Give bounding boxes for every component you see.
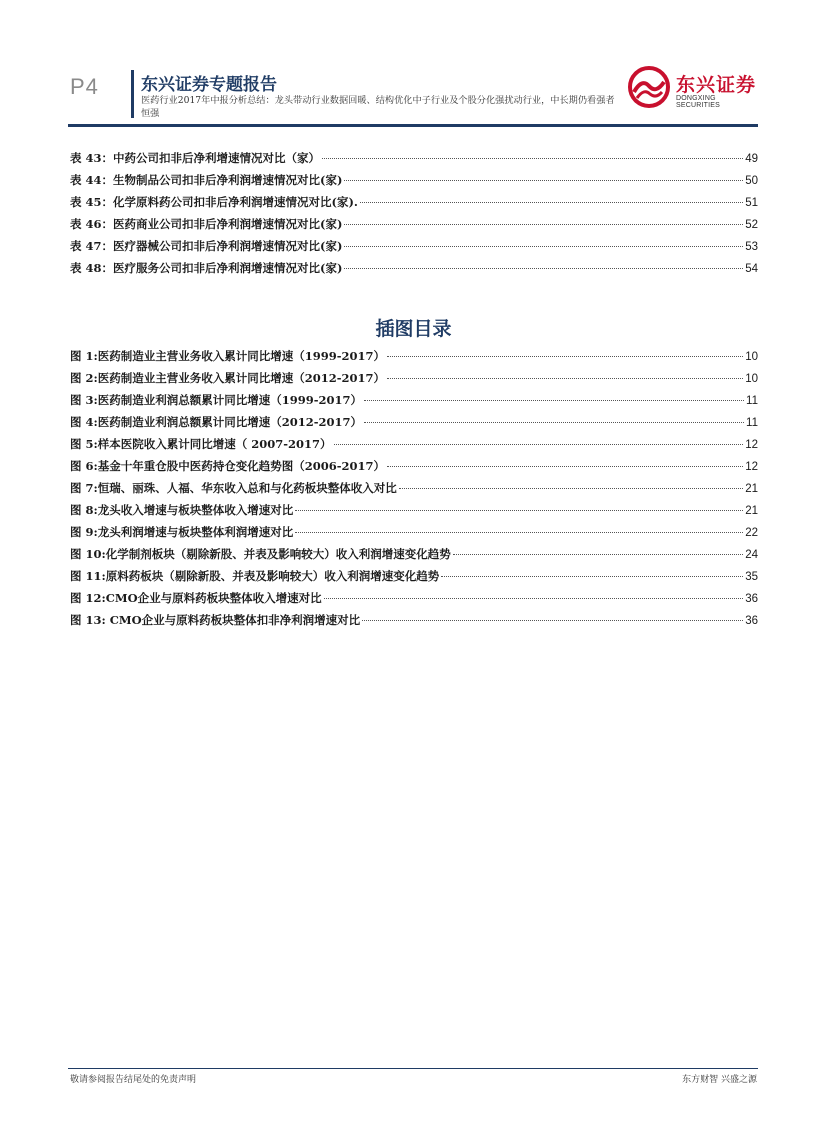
toc-entry[interactable] (70, 480, 758, 502)
toc-entry[interactable] (70, 238, 758, 260)
toc-entry-page: 21 (745, 483, 758, 495)
toc-entry[interactable] (70, 590, 758, 612)
logo-text-en: DONGXING SECURITIES (676, 95, 721, 109)
toc-entry-label: 图 6:基金十年重仓股中医药持仓变化趋势图（2006-2017） (70, 459, 386, 473)
toc-leader-dots (387, 378, 743, 379)
toc-entry-page: 50 (745, 175, 758, 187)
toc-leader-dots (344, 268, 743, 269)
toc-entry-page: 52 (745, 219, 758, 231)
toc-entry-label: 图 8:龙头收入增速与板块整体收入增速对比 (70, 503, 294, 517)
toc-entry[interactable] (70, 194, 758, 216)
toc-leader-dots (334, 444, 744, 445)
toc-leader-dots (295, 532, 743, 533)
footer-slogan: 东方财智 兴盛之源 (682, 1075, 757, 1085)
report-title: 东兴证券专题报告 (141, 75, 277, 95)
toc-entry[interactable] (70, 216, 758, 238)
toc-entry-label: 表 45：化学原料药公司扣非后净利润增速情况对比(家). (70, 195, 358, 209)
tables-toc-list (70, 150, 758, 282)
toc-entry-page: 10 (745, 373, 758, 385)
header-divider (131, 70, 134, 118)
toc-entry-page: 51 (745, 197, 758, 209)
figures-section-title: 插图目录 (375, 318, 452, 340)
toc-entry-label: 图 12:CMO企业与原料药板块整体收入增速对比 (70, 591, 322, 605)
company-logo (628, 66, 758, 112)
toc-entry[interactable] (70, 260, 758, 282)
toc-entry-label: 表 48：医疗服务公司扣非后净利润增速情况对比(家) (70, 261, 343, 275)
toc-entry[interactable] (70, 370, 758, 392)
toc-leader-dots (364, 422, 744, 423)
toc-entry-label: 表 44：生物制品公司扣非后净利润增速情况对比(家) (70, 173, 343, 187)
page-number: P4 (70, 74, 99, 99)
toc-entry-page: 54 (745, 263, 758, 275)
dongxing-logo-icon (628, 66, 670, 108)
toc-leader-dots (344, 180, 743, 181)
toc-entry-label: 图 5:样本医院收入累计同比增速（ 2007-2017） (70, 437, 332, 451)
toc-leader-dots (441, 576, 743, 577)
toc-entry-label: 图 7:恒瑞、丽珠、人福、华东收入总和与化药板块整体收入对比 (70, 481, 397, 495)
toc-entry-page: 10 (745, 351, 758, 363)
toc-entry-label: 图 13: CMO企业与原料药板块整体扣非净利润增速对比 (70, 613, 361, 627)
toc-entry[interactable] (70, 568, 758, 590)
toc-leader-dots (362, 620, 743, 621)
toc-leader-dots (387, 466, 743, 467)
toc-leader-dots (322, 158, 743, 159)
toc-entry-page: 49 (745, 153, 758, 165)
toc-leader-dots (344, 246, 743, 247)
toc-entry-label: 图 2:医药制造业主营业务收入累计同比增速（2012-2017） (70, 371, 386, 385)
toc-entry[interactable] (70, 546, 758, 568)
report-subtitle: 医药行业2017年中报分析总结：龙头带动行业数据回暖、结构优化中子行业及个股分化强扰动行业，中长期仍看强者恒强 (141, 95, 615, 119)
toc-entry-label: 图 9:龙头利润增速与板块整体利润增速对比 (70, 525, 294, 539)
toc-entry[interactable] (70, 348, 758, 370)
toc-entry-label: 图 11:原料药板块（剔除新股、并表及影响较大）收入利润增速变化趋势 (70, 569, 440, 583)
toc-leader-dots (344, 224, 743, 225)
toc-entry-label: 图 4:医药制造业利润总额累计同比增速（2012-2017） (70, 415, 363, 429)
toc-entry[interactable] (70, 172, 758, 194)
toc-leader-dots (364, 400, 744, 401)
toc-entry-label: 表 46：医药商业公司扣非后净利润增速情况对比(家) (70, 217, 343, 231)
toc-entry-page: 11 (746, 395, 758, 407)
toc-entry[interactable] (70, 612, 758, 634)
toc-entry[interactable] (70, 502, 758, 524)
toc-leader-dots (324, 598, 744, 599)
page-header (0, 0, 827, 130)
toc-leader-dots (387, 356, 743, 357)
toc-entry-page: 36 (745, 593, 758, 605)
footer-disclaimer: 敬请参阅报告结尾处的免责声明 (70, 1075, 197, 1085)
toc-entry-page: 12 (745, 461, 758, 473)
toc-entry-page: 21 (745, 505, 758, 517)
toc-leader-dots (360, 202, 743, 203)
logo-text-cn: 东兴证券 (676, 74, 757, 96)
toc-leader-dots (453, 554, 743, 555)
toc-entry-page: 11 (746, 417, 758, 429)
toc-entry[interactable] (70, 458, 758, 480)
toc-entry[interactable] (70, 414, 758, 436)
header-rule (68, 124, 758, 127)
figures-toc-list (70, 348, 758, 634)
toc-entry-page: 24 (745, 549, 758, 561)
toc-entry-page: 12 (745, 439, 758, 451)
toc-entry-label: 表 43：中药公司扣非后净利增速情况对比（家） (70, 151, 321, 165)
toc-entry-page: 36 (745, 615, 758, 627)
footer-rule (68, 1068, 758, 1069)
toc-entry[interactable] (70, 392, 758, 414)
toc-leader-dots (399, 488, 743, 489)
toc-entry-label: 图 1:医药制造业主营业务收入累计同比增速（1999-2017） (70, 349, 386, 363)
toc-entry[interactable] (70, 524, 758, 546)
toc-entry-label: 图 10:化学制剂板块（剔除新股、并表及影响较大）收入利润增速变化趋势 (70, 547, 451, 561)
toc-entry-label: 表 47：医疗器械公司扣非后净利润增速情况对比(家) (70, 239, 343, 253)
toc-leader-dots (295, 510, 743, 511)
toc-entry-page: 53 (745, 241, 758, 253)
toc-entry-label: 图 3:医药制造业利润总额累计同比增速（1999-2017） (70, 393, 363, 407)
toc-entry[interactable] (70, 436, 758, 458)
toc-entry-page: 22 (745, 527, 758, 539)
toc-entry[interactable] (70, 150, 758, 172)
toc-entry-page: 35 (745, 571, 758, 583)
